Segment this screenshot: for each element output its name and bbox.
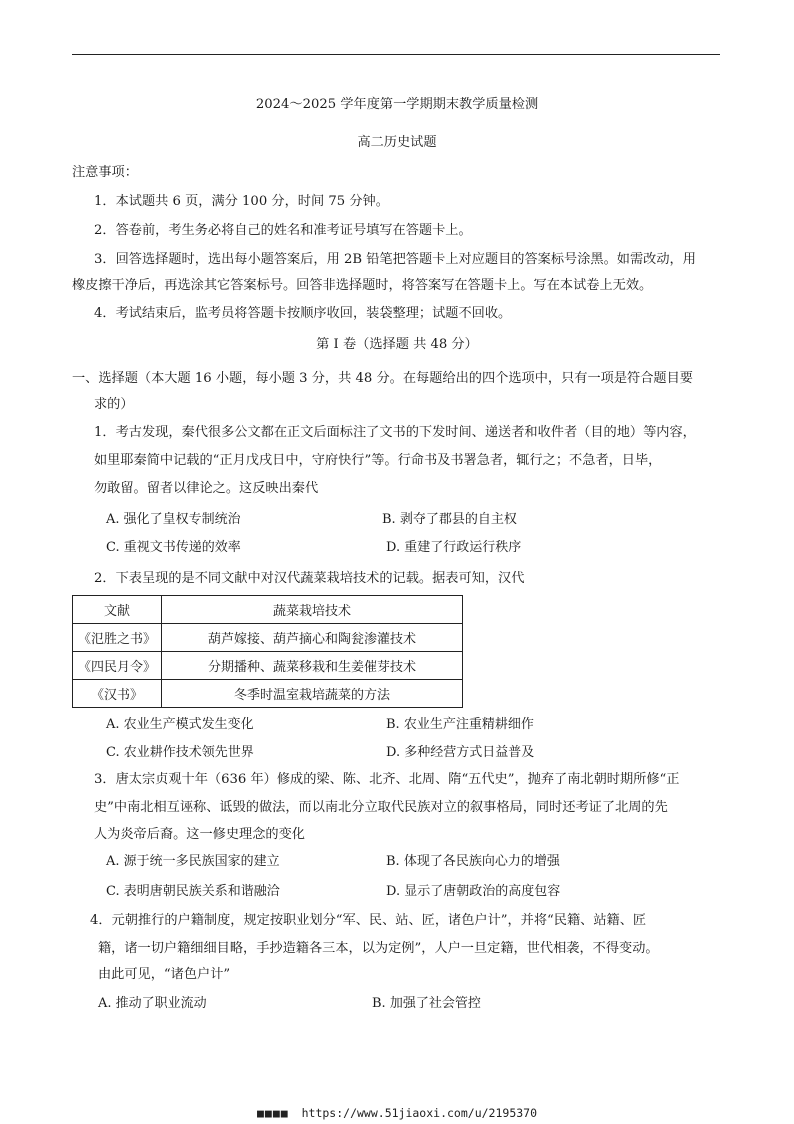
table-cell: 分期播种、蔬菜移栽和生姜催芽技术: [162, 652, 463, 680]
section-heading-continued: 求的）: [94, 397, 134, 412]
question-2-option-b[interactable]: B. 农业生产注重精耕细作: [386, 717, 534, 732]
exam-title: 2024～2025 学年度第一学期期末教学质量检测: [255, 97, 539, 112]
table-header-row: [73, 596, 463, 624]
question-3-option-c[interactable]: C. 表明唐朝民族关系和谐融洽: [106, 884, 280, 899]
question-4-stem: 4．元朝推行的户籍制度，规定按职业划分“军、民、站、匠，诸色户计”，并将“民籍、站籍、匠: [90, 913, 647, 928]
question-1-option-a[interactable]: A. 强化了皇权专制统治: [106, 512, 241, 527]
footer-mark: ■■■■: [256, 1106, 289, 1120]
question-1-option-c[interactable]: C. 重视文书传递的效率: [106, 540, 241, 555]
question-2-option-c[interactable]: C. 农业耕作技术领先世界: [106, 745, 254, 760]
table-header-cell: 文献: [73, 596, 162, 624]
question-4-stem: 籍，诸一切户籍细细目略，手抄造籍各三本，以为定例”，人户一旦定籍，世代相袭，不得变动。: [98, 941, 659, 956]
question-2-option-d[interactable]: D. 多种经营方式日益普及: [386, 745, 535, 760]
header-rule: [72, 54, 720, 55]
question-3-option-a[interactable]: A. 源于统一多民族国家的建立: [106, 854, 280, 869]
notice-item: 2．答卷前，考生务必将自己的姓名和准考证号填写在答题卡上。: [94, 223, 472, 238]
question-3-stem: 史”中南北相互诬称、诋毁的做法，而以南北分立取代民族对立的叙事格局，同时还考证了北周的先: [94, 800, 668, 815]
vegetable-technique-table: [72, 595, 463, 708]
table-cell: 《汉书》: [73, 680, 162, 708]
notice-heading: 注意事项：: [72, 165, 138, 180]
table-row: [73, 652, 463, 680]
question-3-option-b[interactable]: B. 体现了各民族向心力的增强: [386, 854, 560, 869]
table-cell: 葫芦嫁接、葫芦摘心和陶瓮渗灌技术: [162, 624, 463, 652]
table-header-cell: 蔬菜栽培技术: [162, 596, 463, 624]
table-row: [73, 624, 463, 652]
question-1-stem: 如里耶秦简中记载的“正月戊戌日中，守府快行”等。行命书及书署急者，辄行之；不急者，日毕，: [94, 453, 662, 468]
question-3-stem: 人为炎帝后裔。这一修史理念的变化: [94, 827, 305, 842]
section-heading: 一、选择题（本大题 16 小题，每小题 3 分，共 48 分。在每题给出的四个选项中，只有一项是符合题目要: [72, 371, 693, 386]
question-3-option-d[interactable]: D. 显示了唐朝政治的高度包容: [386, 884, 561, 899]
question-4-option-b[interactable]: B. 加强了社会管控: [372, 996, 481, 1011]
question-4-stem: 由此可见，“诸色户计”: [98, 967, 231, 982]
question-2-stem: 2．下表呈现的是不同文献中对汉代蔬菜栽培技术的记载。据表可知，汉代: [94, 571, 525, 586]
notice-item: 4．考试结束后，监考员将答题卡按顺序收回，装袋整理；试题不回收。: [94, 306, 512, 321]
table-row: [73, 680, 463, 708]
question-1-option-b[interactable]: B. 剥夺了郡县的自主权: [382, 512, 517, 527]
question-2-option-a[interactable]: A. 农业生产模式发生变化: [106, 717, 254, 732]
question-4-option-a[interactable]: A. 推动了职业流动: [98, 996, 207, 1011]
question-1-option-d[interactable]: D. 重建了行政运行秩序: [386, 540, 522, 555]
question-3-stem: 3．唐太宗贞观十年（636 年）修成的梁、陈、北齐、北周、隋“五代史”，抛弃了南北朝时期所修“正: [94, 772, 680, 787]
footer-link[interactable]: https://www.51jiaoxi.com/u/2195370: [301, 1106, 538, 1120]
footer: [0, 1106, 794, 1120]
subject-title: 高二历史试题: [357, 135, 437, 150]
table-cell: 《氾胜之书》: [73, 624, 162, 652]
part-title: 第 I 卷（选择题 共 48 分）: [316, 337, 478, 352]
notice-item-continued: 橡皮擦干净后，再选涂其它答案标号。回答非选择题时，将答案写在答题卡上。写在本试卷上无效。: [72, 278, 653, 293]
question-1-stem: 1．考古发现，秦代很多公文都在正文后面标注了文书的下发时间、递送者和收件者（目的地）等内容，: [94, 425, 696, 440]
question-1-stem: 勿敢留。留者以律论之。这反映出秦代: [94, 481, 319, 496]
table-cell: 冬季时温室栽培蔬菜的方法: [162, 680, 463, 708]
table-cell: 《四民月令》: [73, 652, 162, 680]
notice-item: 3．回答选择题时，选出每小题答案后，用 2B 铅笔把答题卡上对应题目的答案标号涂黑。如需改动，用: [94, 252, 696, 267]
notice-item: 1．本试题共 6 页，满分 100 分，时间 75 分钟。: [94, 194, 389, 209]
